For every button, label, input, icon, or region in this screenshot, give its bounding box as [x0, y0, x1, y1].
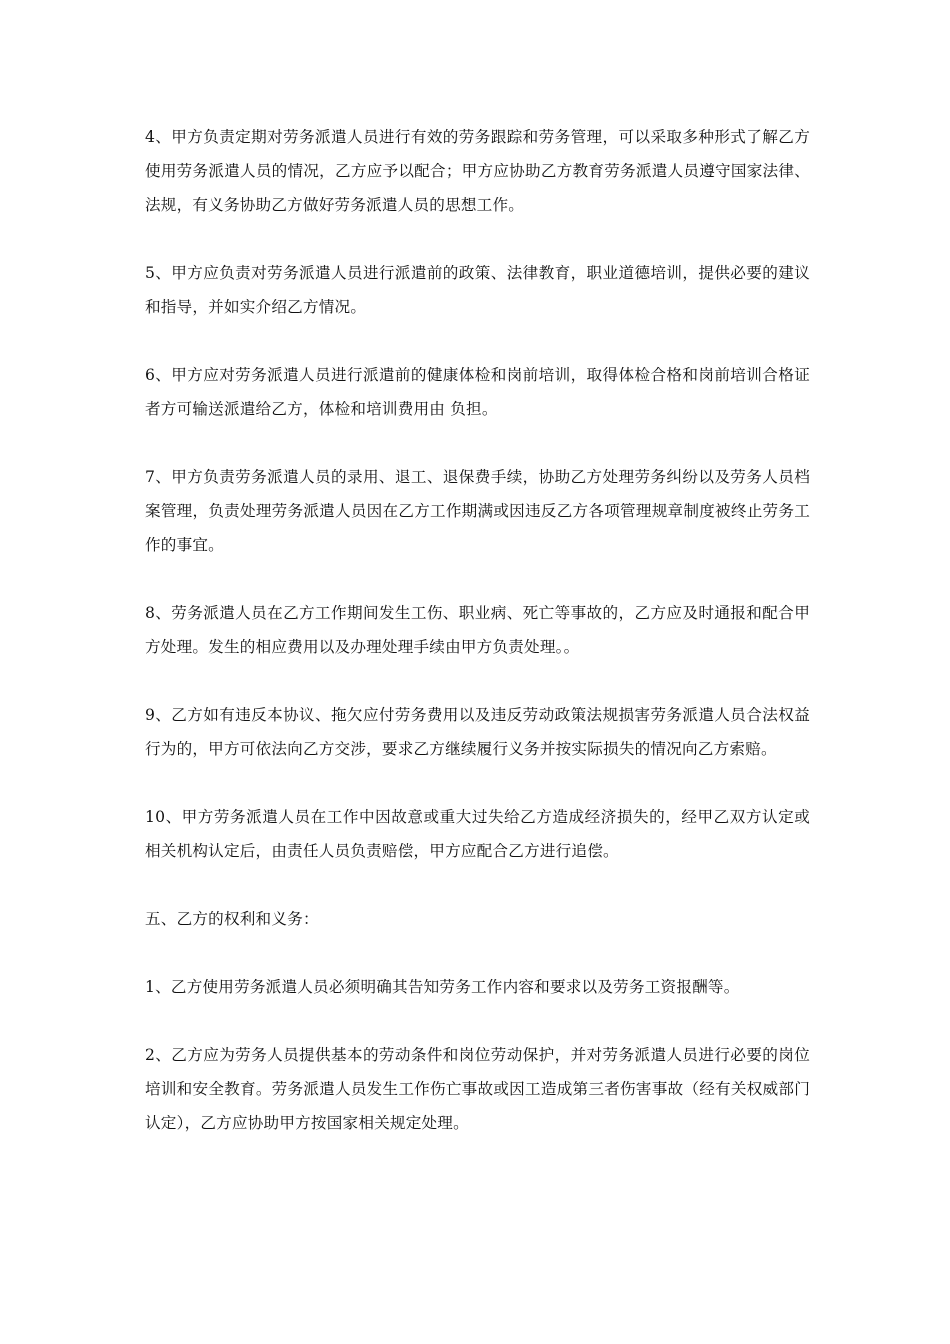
clause-paragraph: 1、乙方使用劳务派遣人员必须明确其告知劳务工作内容和要求以及劳务工资报酬等。	[145, 978, 740, 996]
clause-paragraph: 5、甲方应负责对劳务派遣人员进行派遣前的政策、法律教育，职业道德培训，提供必要的建议和指导，并如实介绍乙方情况。	[145, 264, 810, 316]
clause-paragraph: 10、甲方劳务派遣人员在工作中因故意或重大过失给乙方造成经济损失的，经甲乙双方认定或相关机构认定后，由责任人员负责赔偿，甲方应配合乙方进行追偿。	[145, 808, 810, 860]
clause-paragraph: 7、甲方负责劳务派遣人员的录用、退工、退保费手续，协助乙方处理劳务纠纷以及劳务人员档案管理，负责处理劳务派遣人员因在乙方工作期满或因违反乙方各项管理规章制度被终止劳务工作的事宜。	[145, 468, 810, 554]
clause-paragraph: 6、甲方应对劳务派遣人员进行派遣前的健康体检和岗前培训，取得体检合格和岗前培训合格证者方可输送派遣给乙方，体检和培训费用由 负担。	[145, 366, 810, 418]
clause-paragraph: 8、劳务派遣人员在乙方工作期间发生工伤、职业病、死亡等事故的，乙方应及时通报和配合甲方处理。发生的相应费用以及办理处理手续由甲方负责处理。。	[145, 604, 810, 656]
clause-paragraph: 4、甲方负责定期对劳务派遣人员进行有效的劳务跟踪和劳务管理，可以采取多种形式了解乙方使用劳务派遣人员的情况，乙方应予以配合；甲方应协助乙方教育劳务派遣人员遵守国家法律、法规，有义务协助乙方做好劳务派遣人员的思想工作。	[145, 128, 810, 214]
clause-paragraph: 9、乙方如有违反本协议、拖欠应付劳务费用以及违反劳动政策法规损害劳务派遣人员合法权益行为的，甲方可依法向乙方交涉，要求乙方继续履行义务并按实际损失的情况向乙方索赔。	[145, 706, 810, 758]
document-body	[145, 120, 810, 1174]
section-heading: 五、乙方的权利和义务：	[145, 910, 319, 928]
clause-paragraph: 2、乙方应为劳务人员提供基本的劳动条件和岗位劳动保护，并对劳务派遣人员进行必要的岗位培训和安全教育。劳务派遣人员发生工作伤亡事故或因工造成第三者伤害事故（经有关权威部门认定），乙方应协助甲方按国家相关规定处理。	[145, 1046, 810, 1132]
